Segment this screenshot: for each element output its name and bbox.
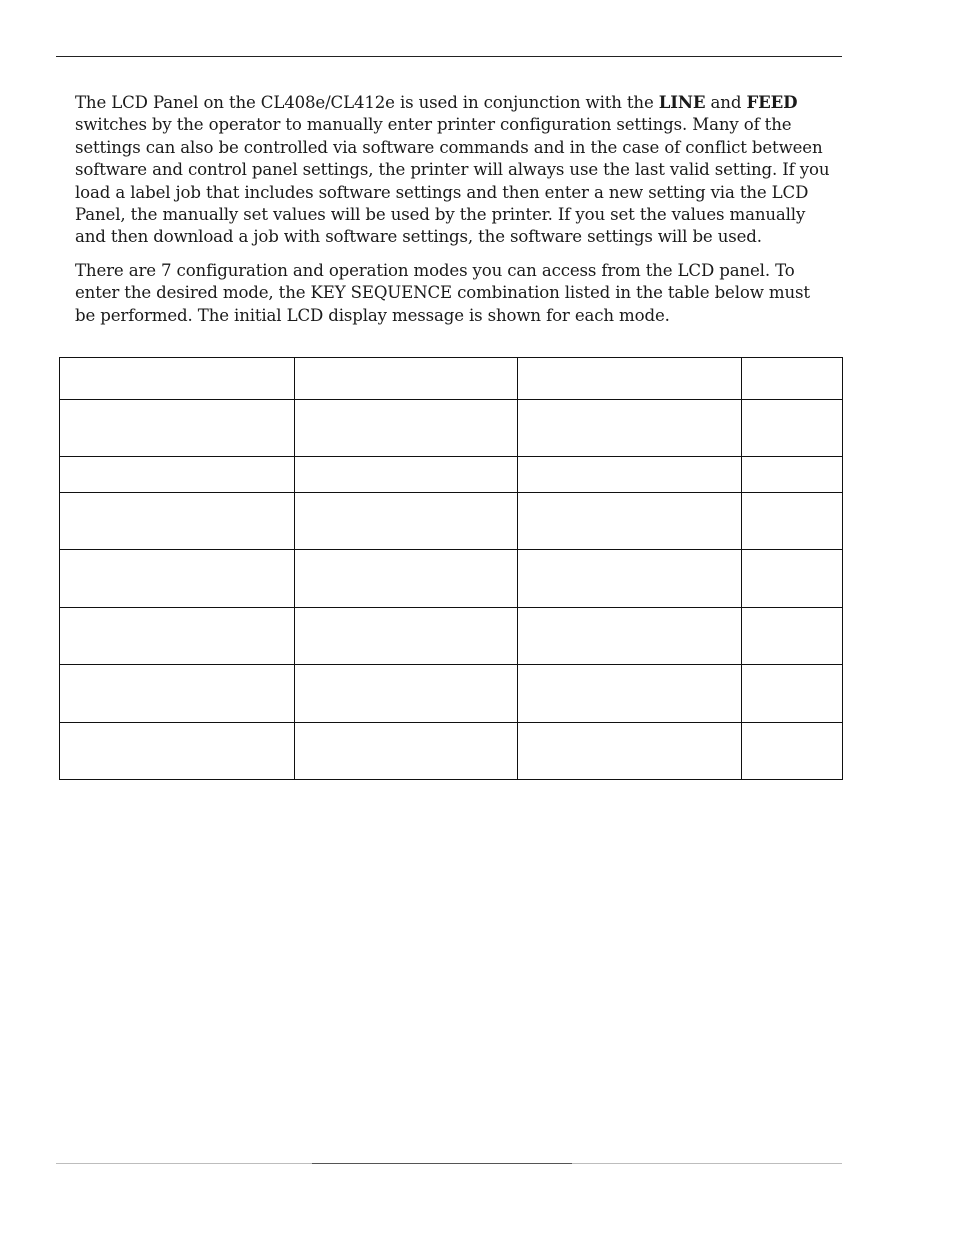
table-cell [742,358,843,400]
line-switch-label: LINE [658,92,706,112]
table-cell [60,723,295,780]
table-cell [742,723,843,780]
table-row [60,457,843,493]
table-row [60,550,843,608]
table-cell [518,608,742,665]
table-cell [295,400,518,457]
table-cell [60,457,295,493]
table-cell [60,400,295,457]
table-row [60,723,843,780]
intro-text-run: The LCD Panel on the CL408e/CL412e is used in conjunction with the [75,93,659,112]
table-cell [295,665,518,723]
table-cell [60,358,295,400]
footer-rule-accent [312,1163,572,1164]
table-cell [518,723,742,780]
table-cell [742,608,843,665]
table-cell [742,400,843,457]
table-cell [742,550,843,608]
table-cell [60,493,295,550]
table-cell [518,358,742,400]
table-cell [60,665,295,723]
mode-table [59,357,843,780]
table-cell [60,608,295,665]
feed-switch-label: FEED [746,92,798,112]
table-cell [518,400,742,457]
intro-text [75,91,835,338]
table-row [60,608,843,665]
table-cell [518,550,742,608]
intro-text-run: and [705,93,747,112]
table-cell [518,457,742,493]
table-row [60,400,843,457]
table-row [60,358,843,400]
intro-paragraph-1 [75,91,835,249]
intro-paragraph-2: There are 7 configuration and operation modes you can access from the LCD panel. To enter the desired mode, the KEY SEQUENCE combination listed in the table below must be performed. The initial LCD display message is shown for each mode. [75,260,810,325]
table-cell [295,457,518,493]
table-cell [742,665,843,723]
table-cell [742,493,843,550]
table-cell [60,550,295,608]
table-cell [295,358,518,400]
table-row [60,665,843,723]
table-cell [742,457,843,493]
table-row [60,493,843,550]
header-rule [56,56,842,57]
table-cell [295,723,518,780]
table-cell [518,665,742,723]
table-cell [295,550,518,608]
table-cell [295,493,518,550]
table-cell [295,608,518,665]
intro-text-run: switches by the operator to manually enter printer configuration settings. Many of the settings can also be controlled via software commands and in the case of conflict between software and control panel settings, the printer will always use the last valid setting. If you load a label job that includes software settings and then enter a new setting via the LCD Panel, the manually set values will be used by the printer. If you set the values manually and then download a job with software settings, the software settings will be used. [75,115,830,247]
table-cell [518,493,742,550]
